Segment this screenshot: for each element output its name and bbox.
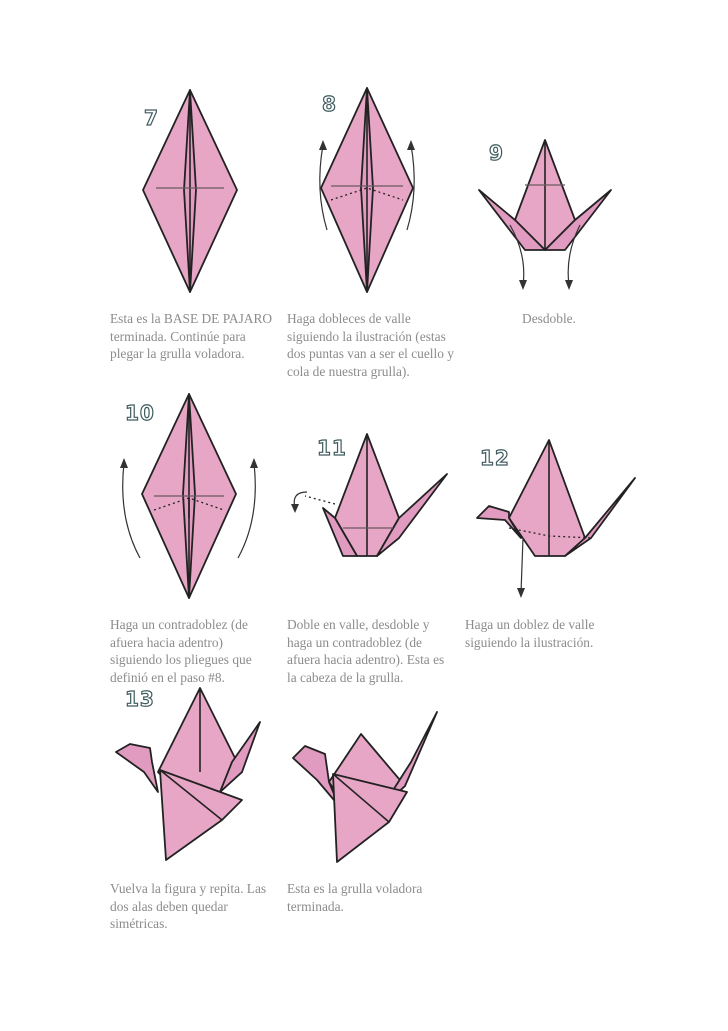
- step-8-figure: [287, 80, 467, 295]
- step-12-caption: Haga un doblez de valle siguiendo la ilustración.: [465, 617, 595, 650]
- step-11-number: 11: [317, 436, 347, 460]
- step-12-number: 12: [480, 446, 510, 470]
- step-8-caption: Haga dobleces de valle siguiendo la ilustración (estas dos puntas van a ser el cuello y cola de nuestra grulla).: [287, 311, 454, 379]
- step-7-figure: [110, 80, 290, 295]
- step-11-caption: Doble en valle, desdoble y haga un contradoblez (de afuera hacia adentro). Esta es la cabeza de la grulla.: [287, 617, 445, 685]
- step-10-number: 10: [125, 401, 155, 425]
- step-13-number: 13: [125, 687, 155, 711]
- step-7-number: 7: [144, 106, 159, 130]
- step-9-number: 9: [489, 141, 504, 165]
- step-7-caption: Esta es la BASE DE PAJARO terminada. Continúe para plegar la grulla voladora.: [110, 311, 273, 362]
- step-8-number: 8: [322, 92, 337, 116]
- step-12-figure: [465, 388, 645, 603]
- step-9-caption: Desdoble.: [522, 311, 576, 326]
- finished-crane-figure: [287, 682, 467, 897]
- finished-caption: Esta es la grulla voladora terminada.: [287, 881, 423, 914]
- step-13-figure: [110, 682, 290, 897]
- step-11-figure: [287, 388, 467, 603]
- step-13-caption: Vuelva la figura y repita. Las dos alas deben quedar simétricas.: [110, 881, 267, 932]
- step-9-figure: [465, 80, 645, 295]
- step-10-caption: Haga un contradoblez (de afuera hacia adentro) siguiendo los pliegues que definió en el paso #8.: [110, 617, 252, 685]
